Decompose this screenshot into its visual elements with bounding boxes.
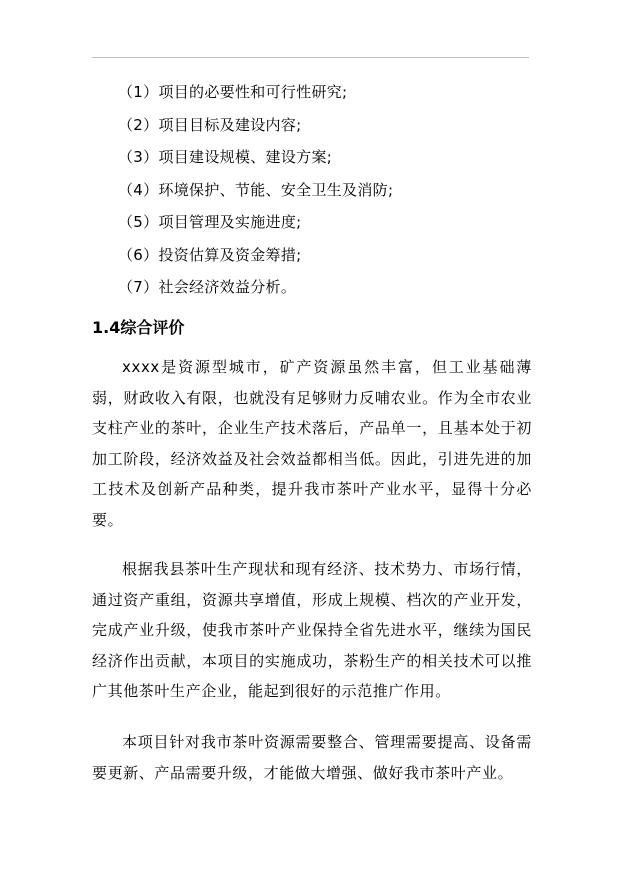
list-item: （3）项目建设规模、建设方案; [118, 148, 333, 166]
list-item: （2）项目目标及建设内容; [118, 115, 302, 134]
list-item: （5）项目管理及实施进度; [118, 213, 302, 231]
research-content-list [118, 80, 393, 308]
list-item: （4）环境保护、节能、安全卫生及消防; [118, 180, 394, 199]
list-item: （7）社会经济效益分析。 [118, 278, 297, 296]
paragraph: xxxx是资源型城市，矿产资源虽然丰富，但工业基础薄弱，财政收入有限，也就没有足够财力反哺农业。作为全市农业支柱产业的茶叶，企业生产技术落后，产品单一，且基本处于初加工阶段，经济效益及社会效益都相当低。因此，引进先进的加工技术及创新产品种类，提升我市茶叶产业水平，显得十分必要。 [92, 358, 532, 529]
section-heading: 1.4综合评价 [92, 318, 185, 337]
paragraph: 根据我县茶叶生产现状和现有经济、技术势力、市场行情，通过资产重组，资源共享增值，形成上规模、档次的产业开发，完成产业升级，使我市茶叶产业保持全省先进水平，继续为国民经济作出贡献，本项目的实施成功，茶粉生产的相关技术可以推广其他茶叶生产企业，能起到很好的示范推广作用。 [92, 560, 532, 700]
list-item: （6）投资估算及资金筹措; [118, 245, 302, 264]
list-item: （1）项目的必要性和可行性研究; [118, 83, 348, 101]
header-rule [92, 57, 529, 58]
paragraph: 本项目针对我市茶叶资源需要整合、管理需要提高、设备需要更新、产品需要升级，才能做大增强、做好我市茶叶产业。 [92, 733, 532, 782]
